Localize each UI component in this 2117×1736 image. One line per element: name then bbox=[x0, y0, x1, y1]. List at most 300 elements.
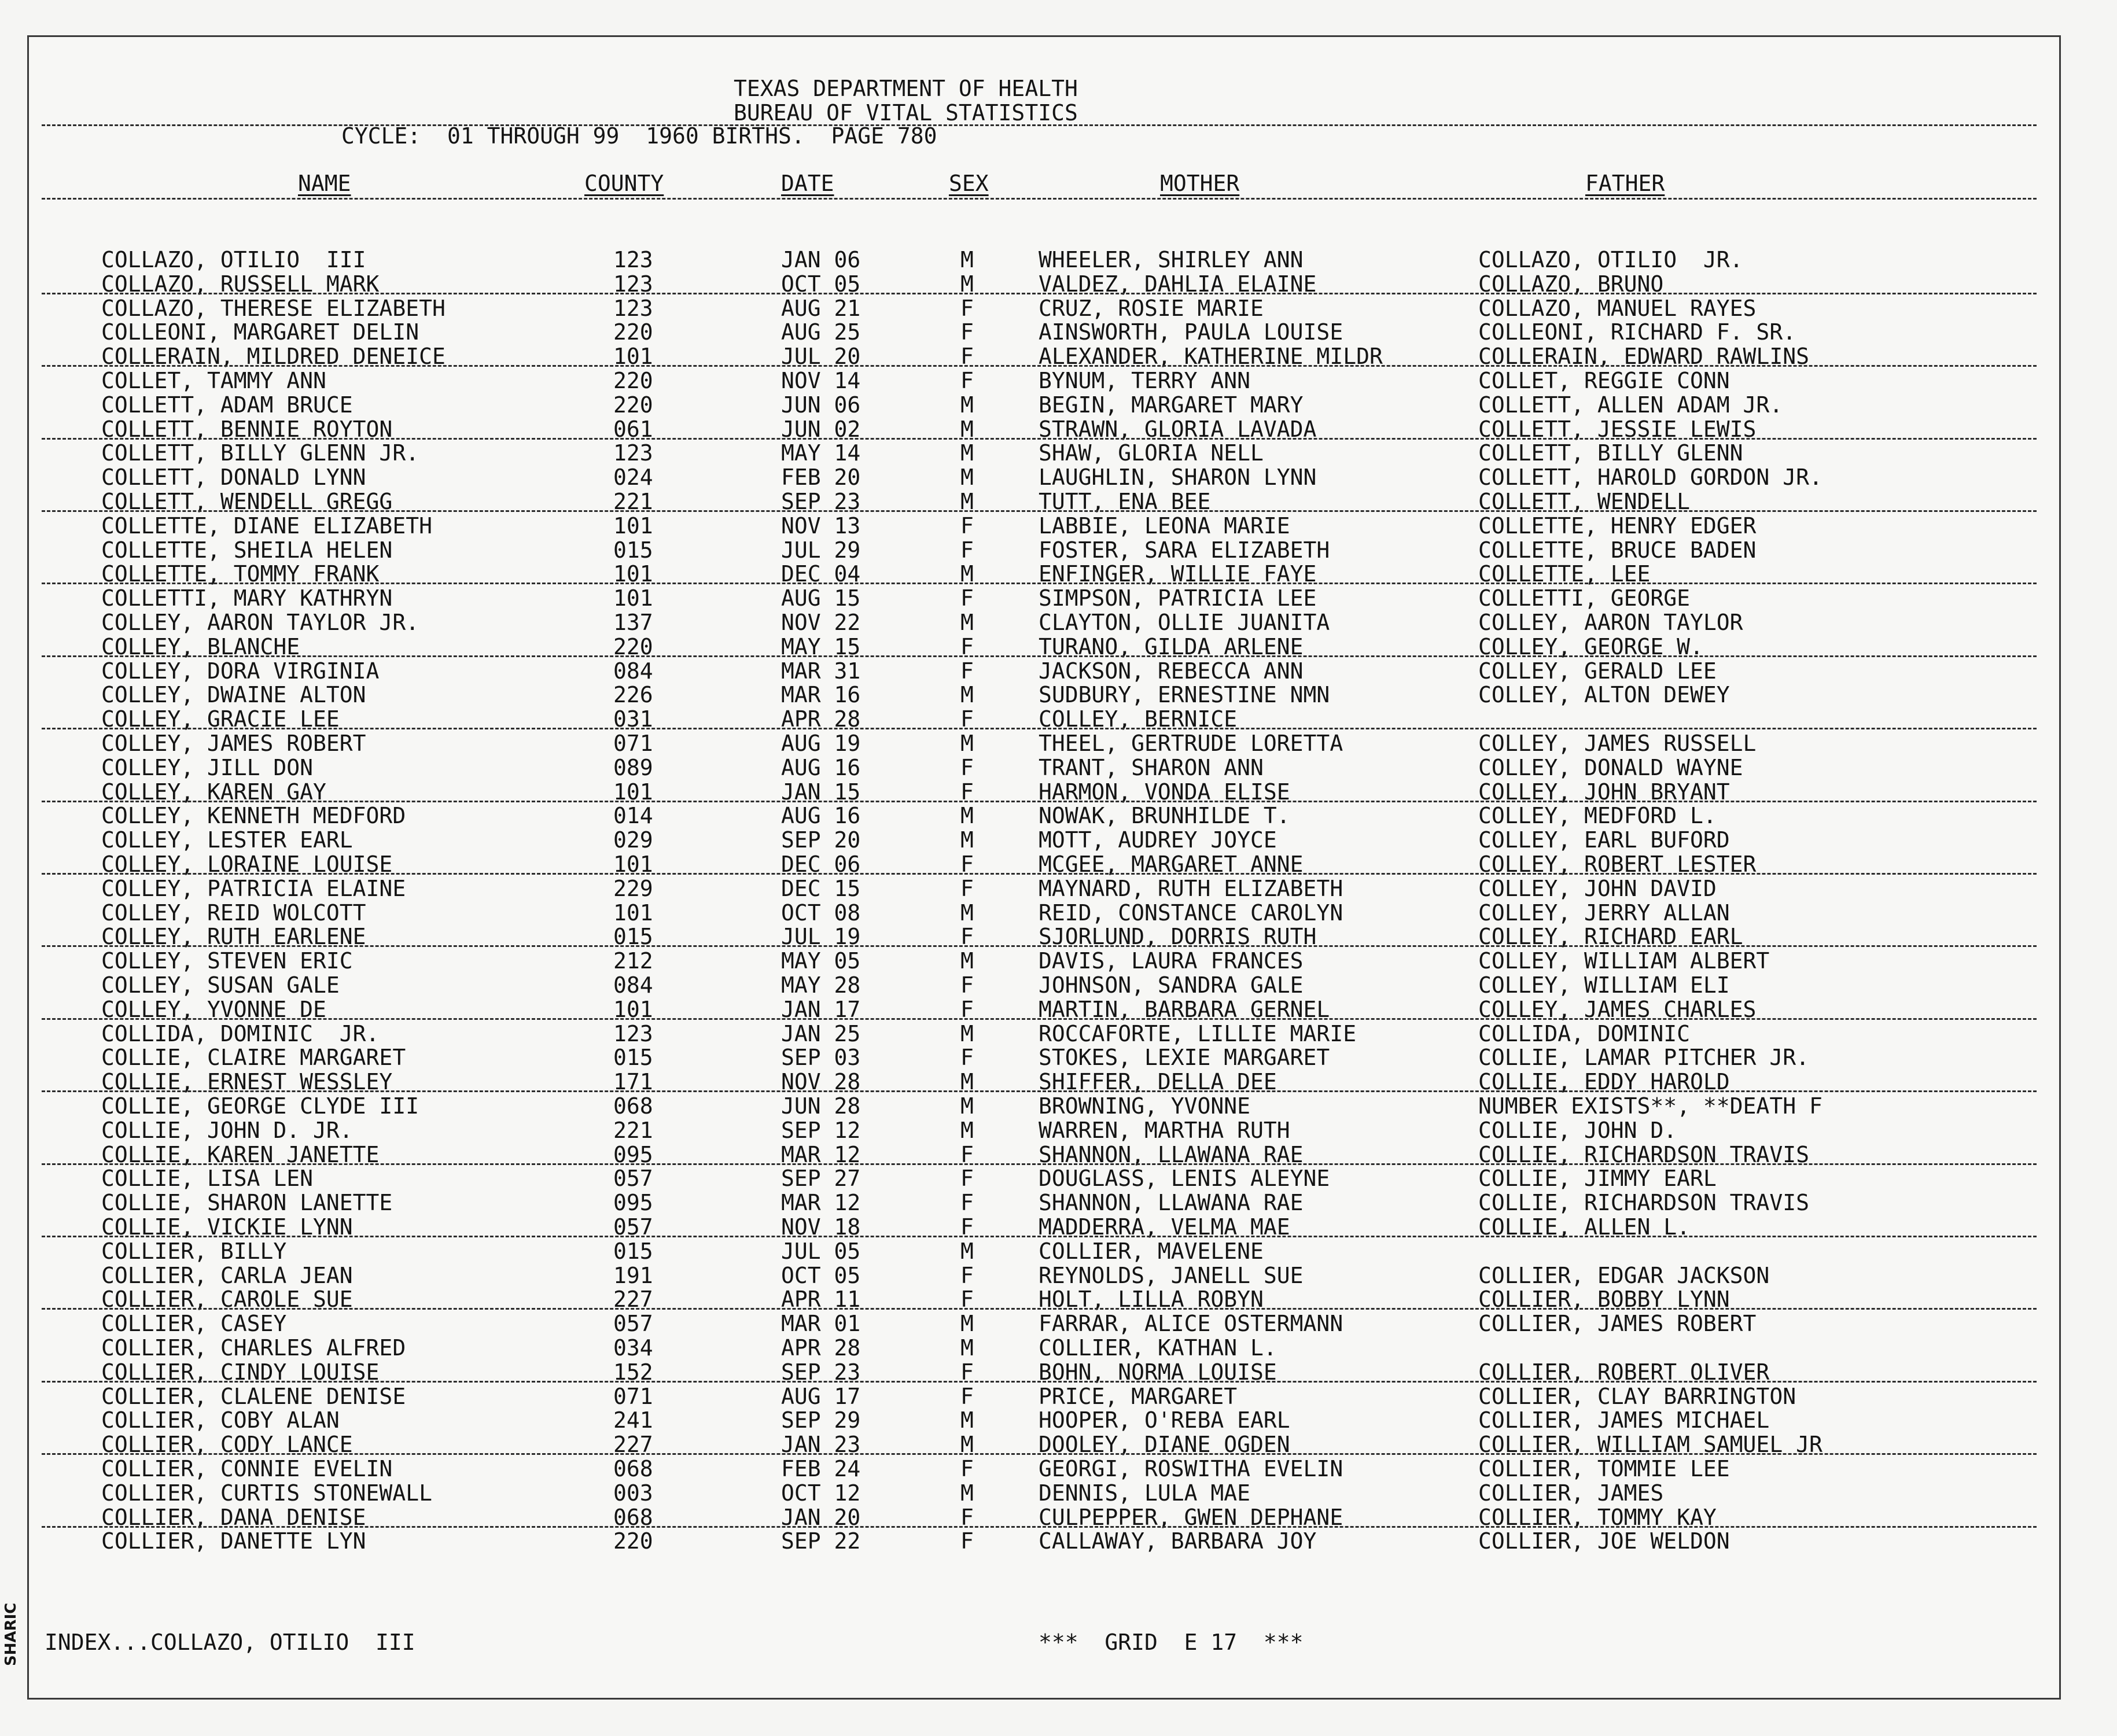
record-sex: M bbox=[960, 1407, 974, 1433]
column-header-name: NAME bbox=[298, 171, 351, 196]
record-father: COLLAZO, MANUEL RAYES bbox=[1478, 296, 1757, 321]
record-mother: BOHN, NORMA LOUISE bbox=[1039, 1359, 1277, 1385]
record-mother: JACKSON, REBECCA ANN bbox=[1039, 658, 1304, 684]
record-county: 229 bbox=[613, 876, 653, 901]
record-name: COLLIE, GEORGE CLYDE III bbox=[101, 1093, 419, 1119]
row-separator bbox=[42, 583, 2037, 584]
record-date: NOV 22 bbox=[781, 610, 861, 635]
record-sex: M bbox=[960, 417, 974, 442]
record-county: 095 bbox=[613, 1142, 653, 1167]
record-name: COLLETTI, MARY KATHRYN bbox=[101, 585, 393, 611]
record-date: MAY 05 bbox=[781, 948, 861, 974]
record-mother: LABBIE, LEONA MARIE bbox=[1039, 513, 1290, 539]
record-county: 071 bbox=[613, 1384, 653, 1409]
record-date: MAR 31 bbox=[781, 658, 861, 684]
record-father: COLLETT, JESSIE LEWIS bbox=[1478, 417, 1757, 442]
row-separator bbox=[42, 438, 2037, 440]
record-date: AUG 19 bbox=[781, 731, 861, 756]
record-mother: FARRAR, ALICE OSTERMANN bbox=[1039, 1311, 1343, 1336]
record-date: OCT 05 bbox=[781, 1263, 861, 1288]
row-separator bbox=[42, 1236, 2037, 1237]
side-tag: SHARIC bbox=[2, 1602, 20, 1666]
record-name: COLLEY, RUTH EARLENE bbox=[101, 924, 366, 949]
record-mother: MARTIN, BARBARA GERNEL bbox=[1039, 997, 1330, 1022]
record-date: MAY 14 bbox=[781, 440, 861, 466]
record-sex: F bbox=[960, 924, 974, 949]
record-sex: F bbox=[960, 634, 974, 659]
record-date: JUL 20 bbox=[781, 344, 861, 369]
record-father: COLLEY, JAMES RUSSELL bbox=[1478, 731, 1757, 756]
record-name: COLLETTE, DIANE ELIZABETH bbox=[101, 513, 432, 539]
record-mother: LAUGHLIN, SHARON LYNN bbox=[1039, 465, 1317, 490]
table-row bbox=[0, 587, 2025, 611]
row-separator bbox=[42, 1090, 2037, 1092]
record-county: 101 bbox=[613, 852, 653, 877]
record-father: COLLIE, LAMAR PITCHER JR. bbox=[1478, 1045, 1809, 1070]
column-header-date: DATE bbox=[781, 171, 834, 196]
record-father: COLLIER, JAMES bbox=[1478, 1480, 1664, 1506]
record-father: COLLEY, WILLIAM ALBERT bbox=[1478, 948, 1770, 974]
record-sex: F bbox=[960, 997, 974, 1022]
record-date: AUG 21 bbox=[781, 296, 861, 321]
record-date: SEP 03 bbox=[781, 1045, 861, 1070]
record-county: 024 bbox=[613, 465, 653, 490]
header-title: TEXAS DEPARTMENT OF HEALTH bbox=[734, 76, 1078, 101]
record-date: MAR 16 bbox=[781, 682, 861, 707]
record-name: COLLIER, CARLA JEAN bbox=[101, 1263, 353, 1288]
record-sex: F bbox=[960, 706, 974, 732]
record-father: COLLEY, EARL BUFORD bbox=[1478, 827, 1730, 853]
record-sex: M bbox=[960, 561, 974, 587]
record-date: JUL 05 bbox=[781, 1239, 861, 1264]
record-county: 095 bbox=[613, 1190, 653, 1215]
record-name: COLLEONI, MARGARET DELIN bbox=[101, 319, 419, 345]
record-mother: SHANNON, LLAWANA RAE bbox=[1039, 1190, 1304, 1215]
record-county: 137 bbox=[613, 610, 653, 635]
record-father: COLLETT, HAROLD GORDON JR. bbox=[1478, 465, 1823, 490]
record-sex: M bbox=[960, 1480, 974, 1506]
record-mother: CRUZ, ROSIE MARIE bbox=[1039, 296, 1264, 321]
record-mother: COLLEY, BERNICE bbox=[1039, 706, 1238, 732]
record-county: 123 bbox=[613, 271, 653, 297]
record-county: 226 bbox=[613, 682, 653, 707]
table-row bbox=[0, 1337, 2025, 1361]
record-father: COLLETTE, HENRY EDGER bbox=[1478, 513, 1757, 539]
record-mother: VALDEZ, DAHLIA ELAINE bbox=[1039, 271, 1317, 297]
record-father: COLLEY, GEORGE W. bbox=[1478, 634, 1703, 659]
record-name: COLLEY, STEVEN ERIC bbox=[101, 948, 353, 974]
record-date: FEB 20 bbox=[781, 465, 861, 490]
record-name: COLLAZO, RUSSELL MARK bbox=[101, 271, 380, 297]
record-mother: PRICE, MARGARET bbox=[1039, 1384, 1238, 1409]
table-row bbox=[0, 1167, 2025, 1192]
table-row bbox=[0, 297, 2025, 322]
record-father: COLLIDA, DOMINIC bbox=[1478, 1021, 1691, 1046]
record-date: DEC 15 bbox=[781, 876, 861, 901]
record-father: COLLEY, JOHN BRYANT bbox=[1478, 779, 1730, 805]
record-date: AUG 25 bbox=[781, 319, 861, 345]
column-header-divider bbox=[42, 198, 2037, 200]
record-mother: HOLT, LILLA ROBYN bbox=[1039, 1287, 1264, 1312]
record-name: COLLETTE, SHEILA HELEN bbox=[101, 537, 393, 563]
record-name: COLLIE, ERNEST WESSLEY bbox=[101, 1069, 393, 1094]
footer-grid: *** GRID E 17 *** bbox=[1039, 1630, 1304, 1655]
record-date: SEP 12 bbox=[781, 1118, 861, 1143]
record-sex: M bbox=[960, 489, 974, 514]
column-header-county: COUNTY bbox=[584, 171, 664, 196]
record-name: COLLETTE, TOMMY FRANK bbox=[101, 561, 380, 587]
row-separator bbox=[42, 873, 2037, 875]
record-sex: F bbox=[960, 1214, 974, 1240]
record-sex: F bbox=[960, 1045, 974, 1070]
record-father: COLLIE, ALLEN L. bbox=[1478, 1214, 1691, 1240]
record-county: 212 bbox=[613, 948, 653, 974]
row-separator bbox=[42, 945, 2037, 947]
record-county: 123 bbox=[613, 247, 653, 272]
record-name: COLLIER, DANETTE LYN bbox=[101, 1528, 366, 1554]
record-mother: MOTT, AUDREY JOYCE bbox=[1039, 827, 1277, 853]
record-date: NOV 14 bbox=[781, 368, 861, 393]
record-father: COLLEY, GERALD LEE bbox=[1478, 658, 1717, 684]
record-mother: AINSWORTH, PAULA LOUISE bbox=[1039, 319, 1343, 345]
record-county: 089 bbox=[613, 755, 653, 780]
record-mother: MAYNARD, RUTH ELIZABETH bbox=[1039, 876, 1343, 901]
record-date: JAN 25 bbox=[781, 1021, 861, 1046]
record-mother: CULPEPPER, GWEN DEPHANE bbox=[1039, 1505, 1343, 1530]
record-father: COLLEY, ALTON DEWEY bbox=[1478, 682, 1730, 707]
record-father: COLLIER, ROBERT OLIVER bbox=[1478, 1359, 1770, 1385]
record-sex: F bbox=[960, 1190, 974, 1215]
header-subtitle: BUREAU OF VITAL STATISTICS bbox=[734, 100, 1078, 126]
record-county: 152 bbox=[613, 1359, 653, 1385]
table-row bbox=[0, 370, 2025, 394]
table-row bbox=[0, 902, 2025, 926]
record-county: 101 bbox=[613, 513, 653, 539]
record-sex: F bbox=[960, 1505, 974, 1530]
record-county: 084 bbox=[613, 972, 653, 998]
record-date: AUG 16 bbox=[781, 803, 861, 828]
record-county: 031 bbox=[613, 706, 653, 732]
record-name: COLLIE, VICKIE LYNN bbox=[101, 1214, 353, 1240]
row-separator bbox=[42, 801, 2037, 802]
record-sex: F bbox=[960, 1142, 974, 1167]
record-mother: ENFINGER, WILLIE FAYE bbox=[1039, 561, 1317, 587]
record-sex: F bbox=[960, 1456, 974, 1481]
record-sex: M bbox=[960, 948, 974, 974]
record-county: 003 bbox=[613, 1480, 653, 1506]
record-sex: F bbox=[960, 513, 974, 539]
record-father: COLLIE, RICHARDSON TRAVIS bbox=[1478, 1142, 1809, 1167]
record-mother: COLLIER, KATHAN L. bbox=[1039, 1335, 1277, 1361]
record-sex: F bbox=[960, 755, 974, 780]
row-separator bbox=[42, 1018, 2037, 1020]
record-mother: DOUGLASS, LENIS ALEYNE bbox=[1039, 1166, 1330, 1191]
record-name: COLLETT, WENDELL GREGG bbox=[101, 489, 393, 514]
record-county: 101 bbox=[613, 779, 653, 805]
record-name: COLLEY, YVONNE DE bbox=[101, 997, 326, 1022]
record-sex: M bbox=[960, 247, 974, 272]
record-father: COLLETTE, BRUCE BADEN bbox=[1478, 537, 1757, 563]
record-father: COLLEY, DONALD WAYNE bbox=[1478, 755, 1743, 780]
record-date: JUN 28 bbox=[781, 1093, 861, 1119]
record-mother: STOKES, LEXIE MARGARET bbox=[1039, 1045, 1330, 1070]
record-mother: BYNUM, TERRY ANN bbox=[1039, 368, 1251, 393]
record-mother: SIMPSON, PATRICIA LEE bbox=[1039, 585, 1317, 611]
record-mother: HARMON, VONDA ELISE bbox=[1039, 779, 1290, 805]
record-sex: M bbox=[960, 1069, 974, 1094]
record-date: JUN 06 bbox=[781, 392, 861, 418]
record-date: MAY 15 bbox=[781, 634, 861, 659]
record-name: COLLIER, CLALENE DENISE bbox=[101, 1384, 406, 1409]
table-row bbox=[0, 1240, 2025, 1265]
record-county: 220 bbox=[613, 392, 653, 418]
record-father: COLLIER, TOMMIE LEE bbox=[1478, 1456, 1730, 1481]
record-father: COLLEY, JAMES CHARLES bbox=[1478, 997, 1757, 1022]
table-row bbox=[0, 684, 2025, 708]
record-date: AUG 17 bbox=[781, 1384, 861, 1409]
record-name: COLLIE, KAREN JANETTE bbox=[101, 1142, 380, 1167]
record-mother: STRAWN, GLORIA LAVADA bbox=[1039, 417, 1317, 442]
record-date: OCT 12 bbox=[781, 1480, 861, 1506]
record-county: 221 bbox=[613, 1118, 653, 1143]
table-row bbox=[0, 1482, 2025, 1506]
record-county: 101 bbox=[613, 997, 653, 1022]
record-father: COLLETTI, GEORGE bbox=[1478, 585, 1691, 611]
record-name: COLLIER, COBY ALAN bbox=[101, 1407, 340, 1433]
record-date: JAN 06 bbox=[781, 247, 861, 272]
record-date: APR 28 bbox=[781, 1335, 861, 1361]
table-row bbox=[0, 1530, 2025, 1554]
record-sex: F bbox=[960, 1263, 974, 1288]
table-row bbox=[0, 757, 2025, 781]
row-separator bbox=[42, 655, 2037, 657]
record-father: COLLETT, BILLY GLENN bbox=[1478, 440, 1743, 466]
record-name: COLLIE, LISA LEN bbox=[101, 1166, 314, 1191]
record-county: 057 bbox=[613, 1214, 653, 1240]
record-name: COLLAZO, THERESE ELIZABETH bbox=[101, 296, 446, 321]
record-name: COLLEY, LESTER EARL bbox=[101, 827, 353, 853]
table-row bbox=[0, 1265, 2025, 1289]
record-mother: BEGIN, MARGARET MARY bbox=[1039, 392, 1304, 418]
table-row bbox=[0, 515, 2025, 539]
record-name: COLLEY, SUSAN GALE bbox=[101, 972, 340, 998]
record-county: 227 bbox=[613, 1432, 653, 1457]
record-mother: TURANO, GILDA ARLENE bbox=[1039, 634, 1304, 659]
record-father: COLLEY, MEDFORD L. bbox=[1478, 803, 1717, 828]
record-date: JAN 15 bbox=[781, 779, 861, 805]
record-mother: REYNOLDS, JANELL SUE bbox=[1039, 1263, 1304, 1288]
record-county: 171 bbox=[613, 1069, 653, 1094]
record-mother: FOSTER, SARA ELIZABETH bbox=[1039, 537, 1330, 563]
table-row bbox=[0, 611, 2025, 636]
record-county: 221 bbox=[613, 489, 653, 514]
record-mother: REID, CONSTANCE CAROLYN bbox=[1039, 900, 1343, 926]
record-father: COLLAZO, OTILIO JR. bbox=[1478, 247, 1743, 272]
column-header-mother: MOTHER bbox=[1160, 171, 1240, 196]
record-mother: SHIFFER, DELLA DEE bbox=[1039, 1069, 1277, 1094]
record-county: 068 bbox=[613, 1505, 653, 1530]
record-father: COLLIER, JAMES ROBERT bbox=[1478, 1311, 1757, 1336]
table-row bbox=[0, 442, 2025, 466]
record-date: SEP 22 bbox=[781, 1528, 861, 1554]
record-sex: F bbox=[960, 368, 974, 393]
record-date: MAR 01 bbox=[781, 1311, 861, 1336]
record-mother: TRANT, SHARON ANN bbox=[1039, 755, 1264, 780]
record-mother: SUDBURY, ERNESTINE NMN bbox=[1039, 682, 1330, 707]
record-county: 101 bbox=[613, 344, 653, 369]
record-father: COLLEY, JOHN DAVID bbox=[1478, 876, 1717, 901]
record-father: COLLEY, WILLIAM ELI bbox=[1478, 972, 1730, 998]
record-sex: F bbox=[960, 1528, 974, 1554]
table-row bbox=[0, 660, 2025, 684]
table-row bbox=[0, 732, 2025, 757]
record-sex: M bbox=[960, 827, 974, 853]
record-date: DEC 04 bbox=[781, 561, 861, 587]
record-sex: F bbox=[960, 658, 974, 684]
record-name: COLLEY, LORAINE LOUISE bbox=[101, 852, 393, 877]
row-separator bbox=[42, 1308, 2037, 1310]
record-mother: ALEXANDER, KATHERINE MILDR bbox=[1039, 344, 1383, 369]
record-mother: THEEL, GERTRUDE LORETTA bbox=[1039, 731, 1343, 756]
record-county: 101 bbox=[613, 561, 653, 587]
record-county: 220 bbox=[613, 1528, 653, 1554]
record-sex: M bbox=[960, 440, 974, 466]
record-county: 227 bbox=[613, 1287, 653, 1312]
record-county: 101 bbox=[613, 585, 653, 611]
record-date: NOV 13 bbox=[781, 513, 861, 539]
record-name: COLLIDA, DOMINIC JR. bbox=[101, 1021, 380, 1046]
record-sex: F bbox=[960, 296, 974, 321]
table-row bbox=[0, 1192, 2025, 1216]
table-row bbox=[0, 1409, 2025, 1433]
record-name: COLLETT, ADAM BRUCE bbox=[101, 392, 353, 418]
record-county: 084 bbox=[613, 658, 653, 684]
table-row bbox=[0, 950, 2025, 974]
record-date: OCT 08 bbox=[781, 900, 861, 926]
record-sex: M bbox=[960, 1093, 974, 1119]
table-row bbox=[0, 1458, 2025, 1482]
record-county: 101 bbox=[613, 900, 653, 926]
record-father: COLLETTE, LEE bbox=[1478, 561, 1651, 587]
record-name: COLLIER, CASEY bbox=[101, 1311, 287, 1336]
record-sex: F bbox=[960, 585, 974, 611]
record-mother: BROWNING, YVONNE bbox=[1039, 1093, 1251, 1119]
table-row bbox=[0, 1385, 2025, 1410]
record-father: COLLETT, WENDELL bbox=[1478, 489, 1691, 514]
record-name: COLLIER, CONNIE EVELIN bbox=[101, 1456, 393, 1481]
record-name: COLLEY, REID WOLCOTT bbox=[101, 900, 366, 926]
record-name: COLLIER, CODY LANCE bbox=[101, 1432, 353, 1457]
record-date: NOV 18 bbox=[781, 1214, 861, 1240]
record-county: 191 bbox=[613, 1263, 653, 1288]
record-father: COLLERAIN, EDWARD RAWLINS bbox=[1478, 344, 1809, 369]
record-date: JUN 02 bbox=[781, 417, 861, 442]
record-father: COLLEY, AARON TAYLOR bbox=[1478, 610, 1743, 635]
record-sex: M bbox=[960, 682, 974, 707]
record-father: COLLIER, JOE WELDON bbox=[1478, 1528, 1730, 1554]
record-mother: NOWAK, BRUNHILDE T. bbox=[1039, 803, 1290, 828]
record-mother: WHEELER, SHIRLEY ANN bbox=[1039, 247, 1304, 272]
row-separator bbox=[42, 1381, 2037, 1383]
record-county: 029 bbox=[613, 827, 653, 853]
record-county: 015 bbox=[613, 1045, 653, 1070]
record-date: JAN 23 bbox=[781, 1432, 861, 1457]
record-father: COLLEONI, RICHARD F. SR. bbox=[1478, 319, 1796, 345]
record-date: SEP 23 bbox=[781, 489, 861, 514]
table-row bbox=[0, 539, 2025, 563]
record-father: COLLIER, EDGAR JACKSON bbox=[1478, 1263, 1770, 1288]
record-sex: M bbox=[960, 803, 974, 828]
table-row bbox=[0, 466, 2025, 491]
record-name: COLLIER, CAROLE SUE bbox=[101, 1287, 353, 1312]
record-date: JAN 17 bbox=[781, 997, 861, 1022]
record-sex: F bbox=[960, 1166, 974, 1191]
record-name: COLLEY, KENNETH MEDFORD bbox=[101, 803, 406, 828]
record-name: COLLIE, CLAIRE MARGARET bbox=[101, 1045, 406, 1070]
record-sex: M bbox=[960, 1335, 974, 1361]
record-mother: DENNIS, LULA MAE bbox=[1039, 1480, 1251, 1506]
record-sex: M bbox=[960, 392, 974, 418]
record-county: 057 bbox=[613, 1166, 653, 1191]
record-father: COLLIER, WILLIAM SAMUEL JR bbox=[1478, 1432, 1823, 1457]
record-county: 057 bbox=[613, 1311, 653, 1336]
record-mother: MADDERRA, VELMA MAE bbox=[1039, 1214, 1290, 1240]
record-mother: WARREN, MARTHA RUTH bbox=[1039, 1118, 1290, 1143]
record-name: COLLIER, CHARLES ALFRED bbox=[101, 1335, 406, 1361]
record-father: COLLIER, BOBBY LYNN bbox=[1478, 1287, 1730, 1312]
table-row bbox=[0, 829, 2025, 853]
record-father: COLLIE, JIMMY EARL bbox=[1478, 1166, 1717, 1191]
record-sex: F bbox=[960, 876, 974, 901]
record-date: DEC 06 bbox=[781, 852, 861, 877]
row-separator bbox=[42, 728, 2037, 729]
record-date: MAR 12 bbox=[781, 1142, 861, 1167]
record-county: 015 bbox=[613, 537, 653, 563]
record-name: COLLEY, JAMES ROBERT bbox=[101, 731, 366, 756]
record-date: APR 11 bbox=[781, 1287, 861, 1312]
record-mother: TUTT, ENA BEE bbox=[1039, 489, 1211, 514]
column-header-sex: SEX bbox=[949, 171, 989, 196]
record-date: MAR 12 bbox=[781, 1190, 861, 1215]
record-father: COLLEY, RICHARD EARL bbox=[1478, 924, 1743, 949]
record-mother: CALLAWAY, BARBARA JOY bbox=[1039, 1528, 1317, 1554]
record-sex: M bbox=[960, 1432, 974, 1457]
record-sex: F bbox=[960, 1384, 974, 1409]
record-mother: GEORGI, ROSWITHA EVELIN bbox=[1039, 1456, 1343, 1481]
record-father: COLLIE, EDDY HAROLD bbox=[1478, 1069, 1730, 1094]
record-date: SEP 27 bbox=[781, 1166, 861, 1191]
row-separator bbox=[42, 510, 2037, 512]
record-name: COLLEY, GRACIE LEE bbox=[101, 706, 340, 732]
record-sex: F bbox=[960, 972, 974, 998]
record-name: COLLEY, JILL DON bbox=[101, 755, 314, 780]
record-father: COLLIER, JAMES MICHAEL bbox=[1478, 1407, 1770, 1433]
record-mother: COLLIER, MAVELENE bbox=[1039, 1239, 1264, 1264]
row-separator bbox=[42, 293, 2037, 294]
record-name: COLLEY, AARON TAYLOR JR. bbox=[101, 610, 419, 635]
record-county: 015 bbox=[613, 924, 653, 949]
record-name: COLLIER, CURTIS STONEWALL bbox=[101, 1480, 432, 1506]
record-name: COLLETT, BENNIE ROYTON bbox=[101, 417, 393, 442]
row-separator bbox=[42, 1163, 2037, 1165]
record-date: APR 28 bbox=[781, 706, 861, 732]
record-name: COLLEY, PATRICIA ELAINE bbox=[101, 876, 406, 901]
record-name: COLLAZO, OTILIO III bbox=[101, 247, 366, 272]
record-name: COLLERAIN, MILDRED DENEICE bbox=[101, 344, 446, 369]
table-row bbox=[0, 321, 2025, 345]
record-sex: M bbox=[960, 1239, 974, 1264]
record-sex: F bbox=[960, 344, 974, 369]
